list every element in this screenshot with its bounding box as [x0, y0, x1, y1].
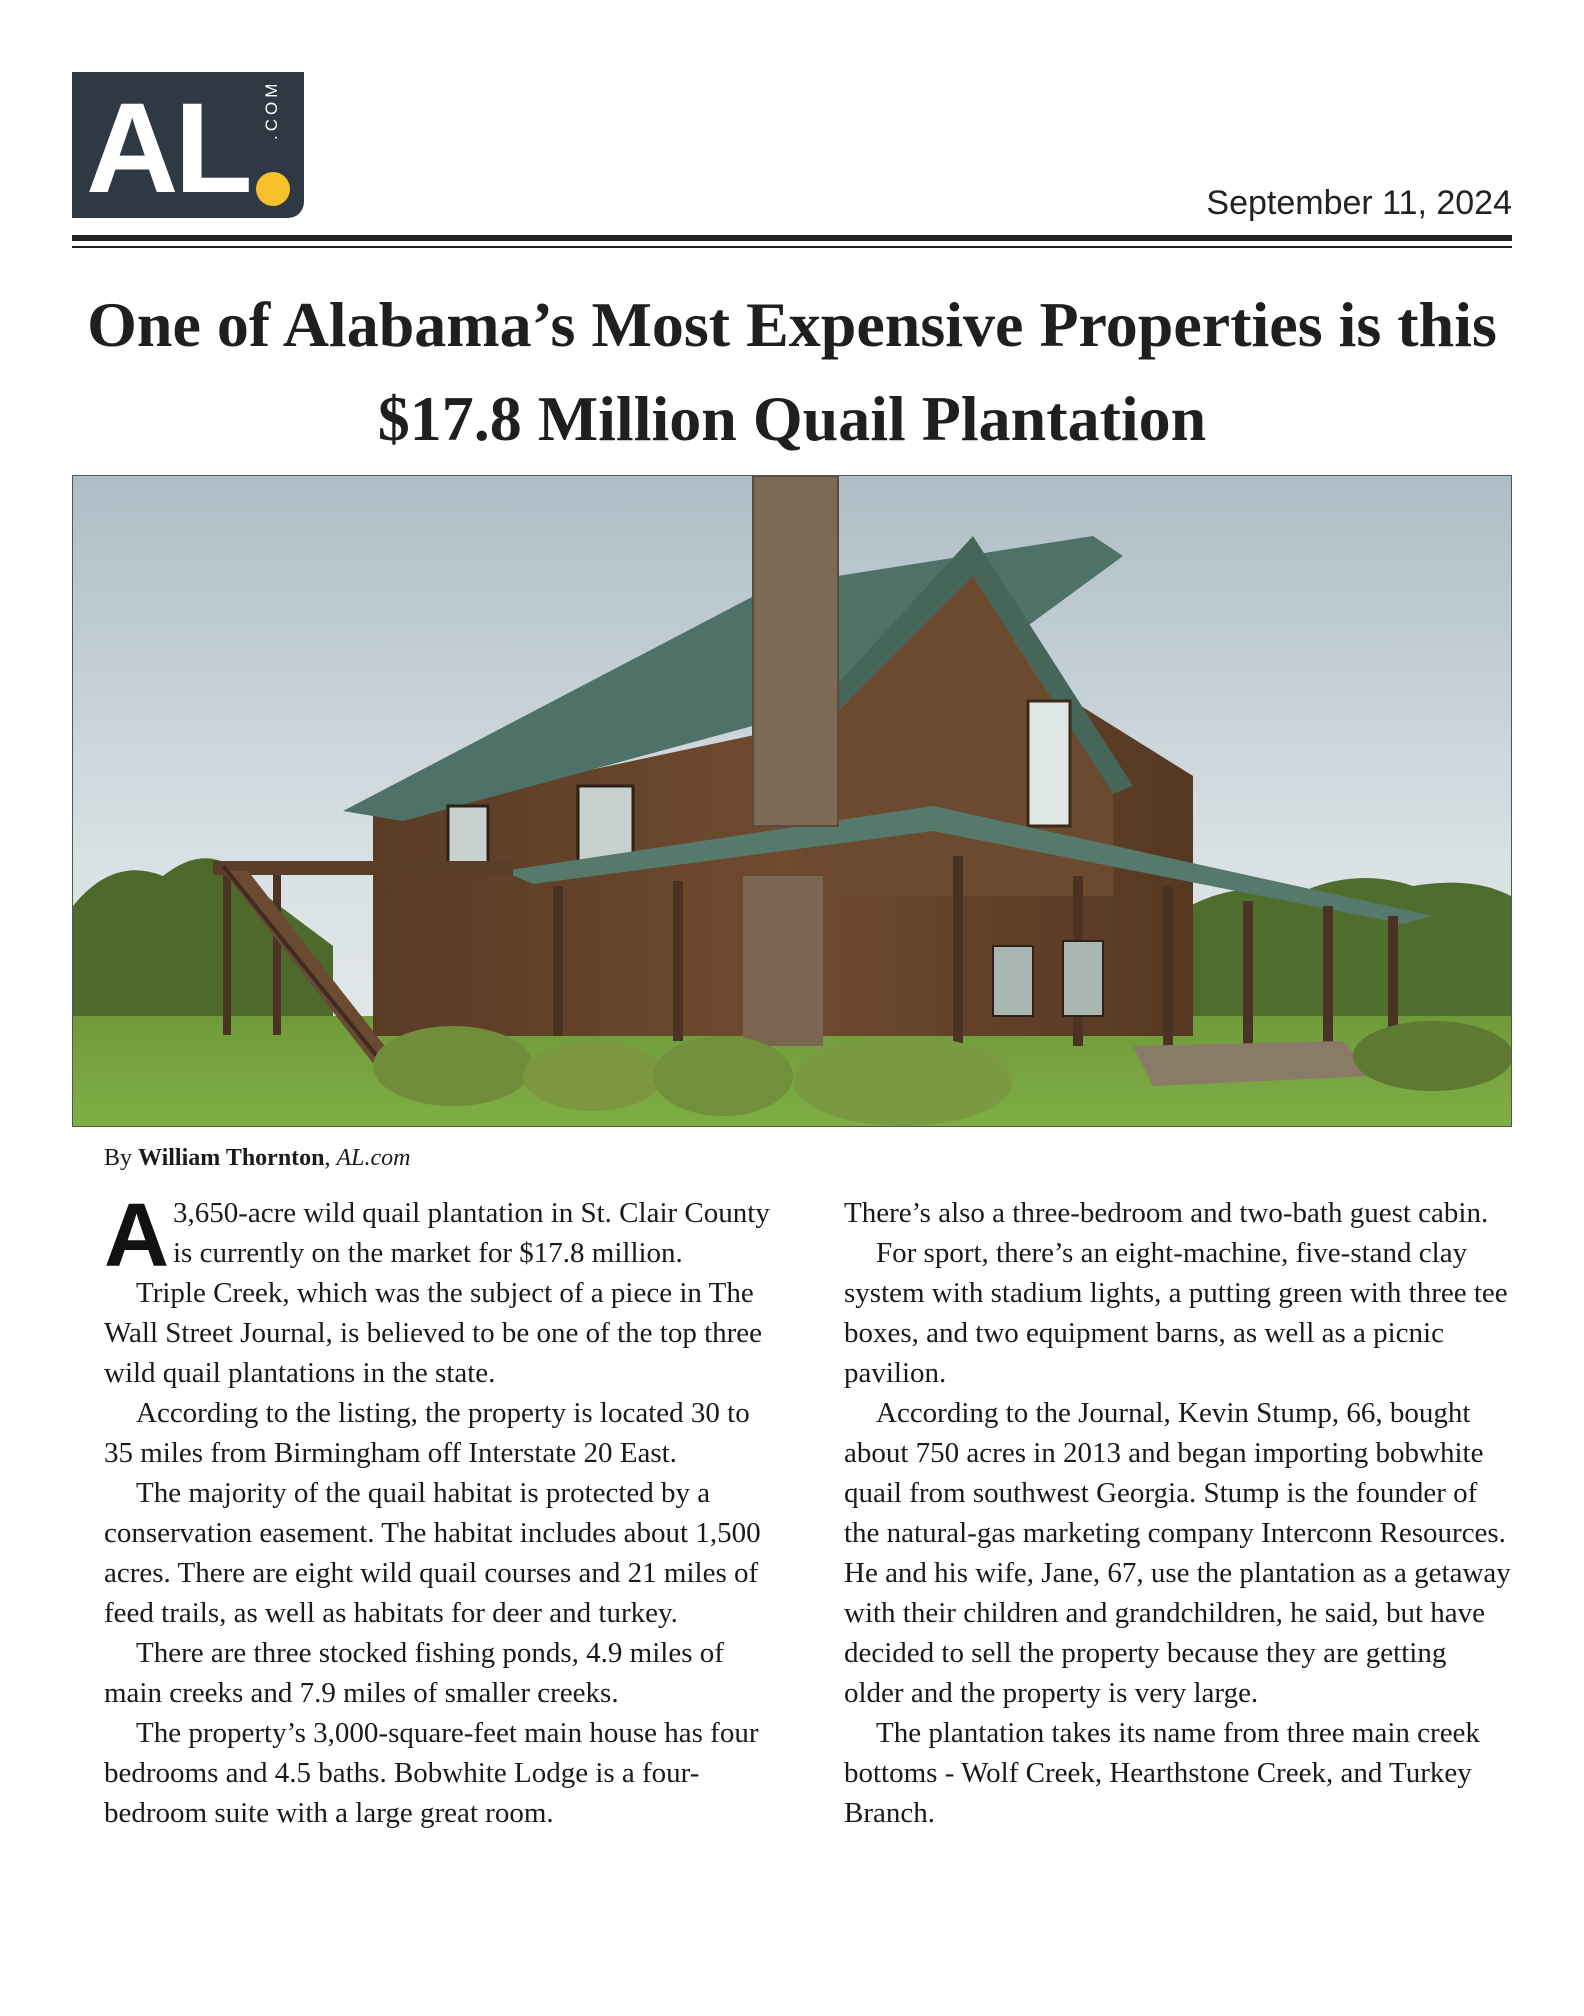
- byline-outlet: AL.com: [336, 1145, 411, 1171]
- article-headline: One of Alabama’s Most Expensive Properties is this $17.8 Million Quail Plantation: [87, 289, 1497, 454]
- lodge-photo: [72, 475, 1512, 1127]
- masthead-rule-thick: [72, 235, 1512, 241]
- byline: [104, 1145, 411, 1172]
- article-paragraph: The majority of the quail habitat is protected by a conservation easement. The habitat includes about 1,500 acres. There are eight wild quail courses and 21 miles of feed trails, as well as habitats for deer and turkey.: [104, 1477, 761, 1629]
- article-paragraph: [104, 1186, 772, 1286]
- article-column-right: [844, 1193, 1512, 1833]
- publication-date: September 11, 2024: [1206, 184, 1512, 222]
- logo-dot-icon: [256, 172, 290, 206]
- byline-separator: ,: [324, 1145, 331, 1171]
- article-paragraph: Triple Creek, which was the subject of a piece in The Wall Street Journal, is believed to be one of the top three wild quail plantations in the state.: [104, 1277, 763, 1389]
- dropcap: A: [104, 1186, 169, 1286]
- paragraph-text: 3,650-acre wild quail plantation in St. Clair County is currently on the market for $17.8 million.: [173, 1197, 770, 1269]
- article-paragraph: According to the listing, the property is located 30 to 35 miles from Birmingham off Interstate 20 East.: [104, 1397, 750, 1469]
- article-paragraph: There are three stocked fishing ponds, 4.9 miles of main creeks and 7.9 miles of smaller creeks.: [104, 1637, 724, 1709]
- article-column-left: [104, 1186, 772, 1833]
- byline-author: William Thornton: [138, 1145, 325, 1171]
- article-paragraph: The property’s 3,000-square-feet main house has four bedrooms and 4.5 baths. Bobwhite Lodge is a four-bedroom suite with a large great room.: [104, 1717, 759, 1829]
- byline-prefix: By: [104, 1145, 133, 1171]
- article-paragraph: The plantation takes its name from three main creek bottoms - Wolf Creek, Hearthstone Creek, and Turkey Branch.: [844, 1717, 1480, 1829]
- article-paragraph: For sport, there’s an eight-machine, five-stand clay system with stadium lights, a putting green with three tee boxes, and two equipment barns, as well as a picnic pavilion.: [844, 1237, 1508, 1389]
- article-paragraph: There’s also a three-bedroom and two-bath guest cabin.: [844, 1197, 1489, 1229]
- logo-text: AL: [86, 77, 249, 220]
- lodge-photo-icon: [73, 476, 1511, 1126]
- article-paragraph: According to the Journal, Kevin Stump, 66, bought about 750 acres in 2013 and began importing bobwhite quail from southwest Georgia. Stump is the founder of the natural-gas marketing company Interconn Resources. He and his wife, Jane, 67, use the plantation as a getaway with their children and grandchildren, he said, but have decided to sell the property because they are getting older and the property is very large.: [844, 1397, 1511, 1709]
- masthead-rule-thin: [72, 246, 1512, 248]
- logo-suffix: .COM: [262, 79, 281, 140]
